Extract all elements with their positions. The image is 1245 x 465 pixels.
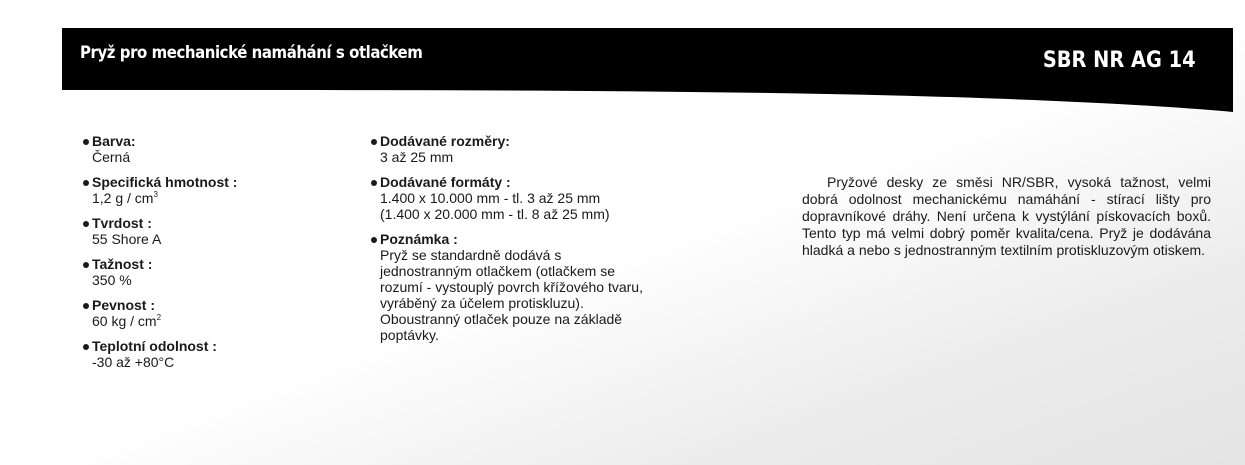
property-value: 60 kg / $cm^2$ [92, 313, 162, 329]
property-value: Černá [92, 149, 131, 165]
property-label: Specifická hmotnost : [92, 174, 238, 190]
bullet-icon [83, 262, 89, 268]
property-label: Poznámka : [380, 231, 458, 247]
properties-mid [372, 133, 772, 352]
property-value: 350 % [92, 272, 132, 288]
property-elongation [84, 256, 324, 288]
property-note [372, 231, 772, 343]
bullet-icon [83, 180, 89, 186]
property-value: 55 Shore A [92, 231, 162, 247]
bullet-icon [371, 237, 377, 243]
property-hardness [84, 215, 324, 247]
properties-left [84, 133, 324, 379]
property-value: 1.400 x 10.000 mm - tl. 3 až 25 mm (1.400 x 20.000 mm - tl. 8 až 25 mm) [380, 190, 610, 222]
property-label: Tvrdost : [92, 215, 152, 231]
property-label: Teplotní odolnost : [92, 338, 217, 354]
property-label: Tažnost : [92, 256, 153, 272]
property-formats [372, 174, 772, 222]
property-label: Pevnost : [92, 297, 156, 313]
property-density [84, 174, 324, 206]
property-value: Pryž se standardně dodává s jednostranným otlačkem (otlačkem se rozumí - vystouplý povrch křížového tvaru, vyráběný za účelem protiskluzu). Oboustranný otlaček pouze na základě poptávky. [380, 247, 643, 343]
property-value: 3 až 25 mm [380, 149, 454, 165]
bullet-icon [83, 139, 89, 145]
product-description: Pryžové desky ze směsi NR/SBR, vysoká tažnost, velmi dobrá odolnost mechanickému namáhání - stírací lišty pro dopravníkové dráhy. Není určena k vystýlání pískovacích boxů. Tento typ má velmi dobrý poměr kvalita/cena. Pryž je dodávána hladká a nebo s jednostranným textilním protiskluzovým otiskem. [802, 174, 1211, 258]
page-title: Pryž pro mechanické namáhání s otlačkem [80, 43, 423, 63]
bullet-icon [83, 344, 89, 350]
property-label: Dodávané rozměry: [380, 133, 510, 149]
bullet-icon [371, 180, 377, 186]
property-value: 1,2 g / $cm^3$ [92, 190, 158, 206]
property-temperature [84, 338, 324, 370]
property-strength [84, 297, 324, 329]
bullet-icon [83, 303, 89, 309]
product-code: SBR NR AG 14 [1043, 48, 1196, 73]
bullet-icon [83, 221, 89, 227]
property-value: -30 až +80°C [92, 354, 175, 370]
property-color [84, 133, 324, 165]
property-label: Barva: [92, 133, 136, 149]
header-swoosh [62, 78, 1233, 112]
bullet-icon [371, 139, 377, 145]
property-dimensions [372, 133, 772, 165]
property-label: Dodávané formáty : [380, 174, 511, 190]
